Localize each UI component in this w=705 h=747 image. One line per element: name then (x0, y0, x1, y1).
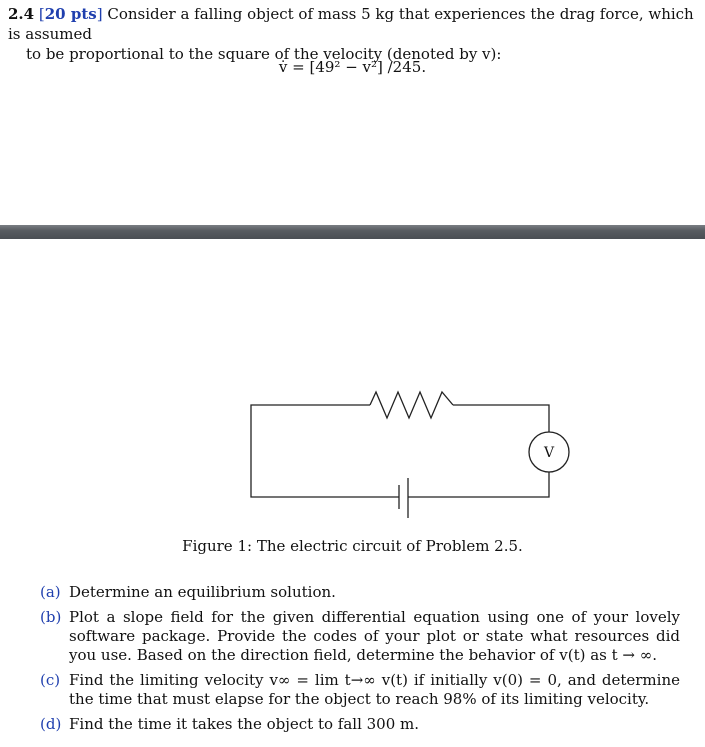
problem-number: 2.4 (8, 5, 35, 23)
question-part-c (40, 671, 680, 709)
question-part-d (40, 715, 680, 734)
part-text: Plot a slope field for the given differential equation using one of your lovely software package. Provide the codes of your plot or state what resources did you use. Based on the direction field, determine the behavior of v(t) as t → ∞. (69, 608, 680, 664)
problem-statement (8, 4, 698, 64)
voltmeter-label: V (543, 445, 555, 461)
problem-text-line-2: to be proportional to the square of the velocity (denoted by v): (26, 45, 502, 63)
figure-caption: Figure 1: The electric circuit of Problem 2.5. (182, 537, 523, 555)
points-bracket-open: [ (38, 5, 45, 23)
part-label: (d) (40, 715, 62, 733)
problem-text-line-1: Consider a falling object of mass 5 kg that experiences the drag force, which is assumed (8, 5, 694, 43)
points-bracket-close: ] (96, 5, 103, 23)
battery-icon (399, 478, 408, 518)
problem-line-1 (8, 4, 698, 44)
part-label: (b) (40, 608, 62, 626)
circuit-wire-right-top (453, 405, 549, 432)
part-text: Find the time it takes the object to fall 300 m. (69, 715, 420, 733)
page-divider-bar (0, 225, 705, 239)
question-part-a (40, 583, 680, 602)
circuit-wire-right-bottom (408, 472, 549, 497)
part-label: (c) (40, 671, 61, 689)
circuit-figure (0, 360, 705, 530)
drag-equation: v̇ = [49² − v²] /245. (278, 58, 427, 76)
question-parts (40, 583, 680, 740)
part-text: Determine an equilibrium solution. (69, 583, 336, 601)
question-part-b (40, 608, 680, 665)
points-label: 20 pts (44, 5, 97, 23)
part-label: (a) (40, 583, 61, 601)
resistor-icon (370, 392, 453, 418)
part-text: Find the limiting velocity v∞ = lim t→∞ v(t) if initially v(0) = 0, and determine the time that must elapse for the object to reach 98% of its limiting velocity. (69, 671, 680, 708)
circuit-wire-left (251, 405, 399, 497)
